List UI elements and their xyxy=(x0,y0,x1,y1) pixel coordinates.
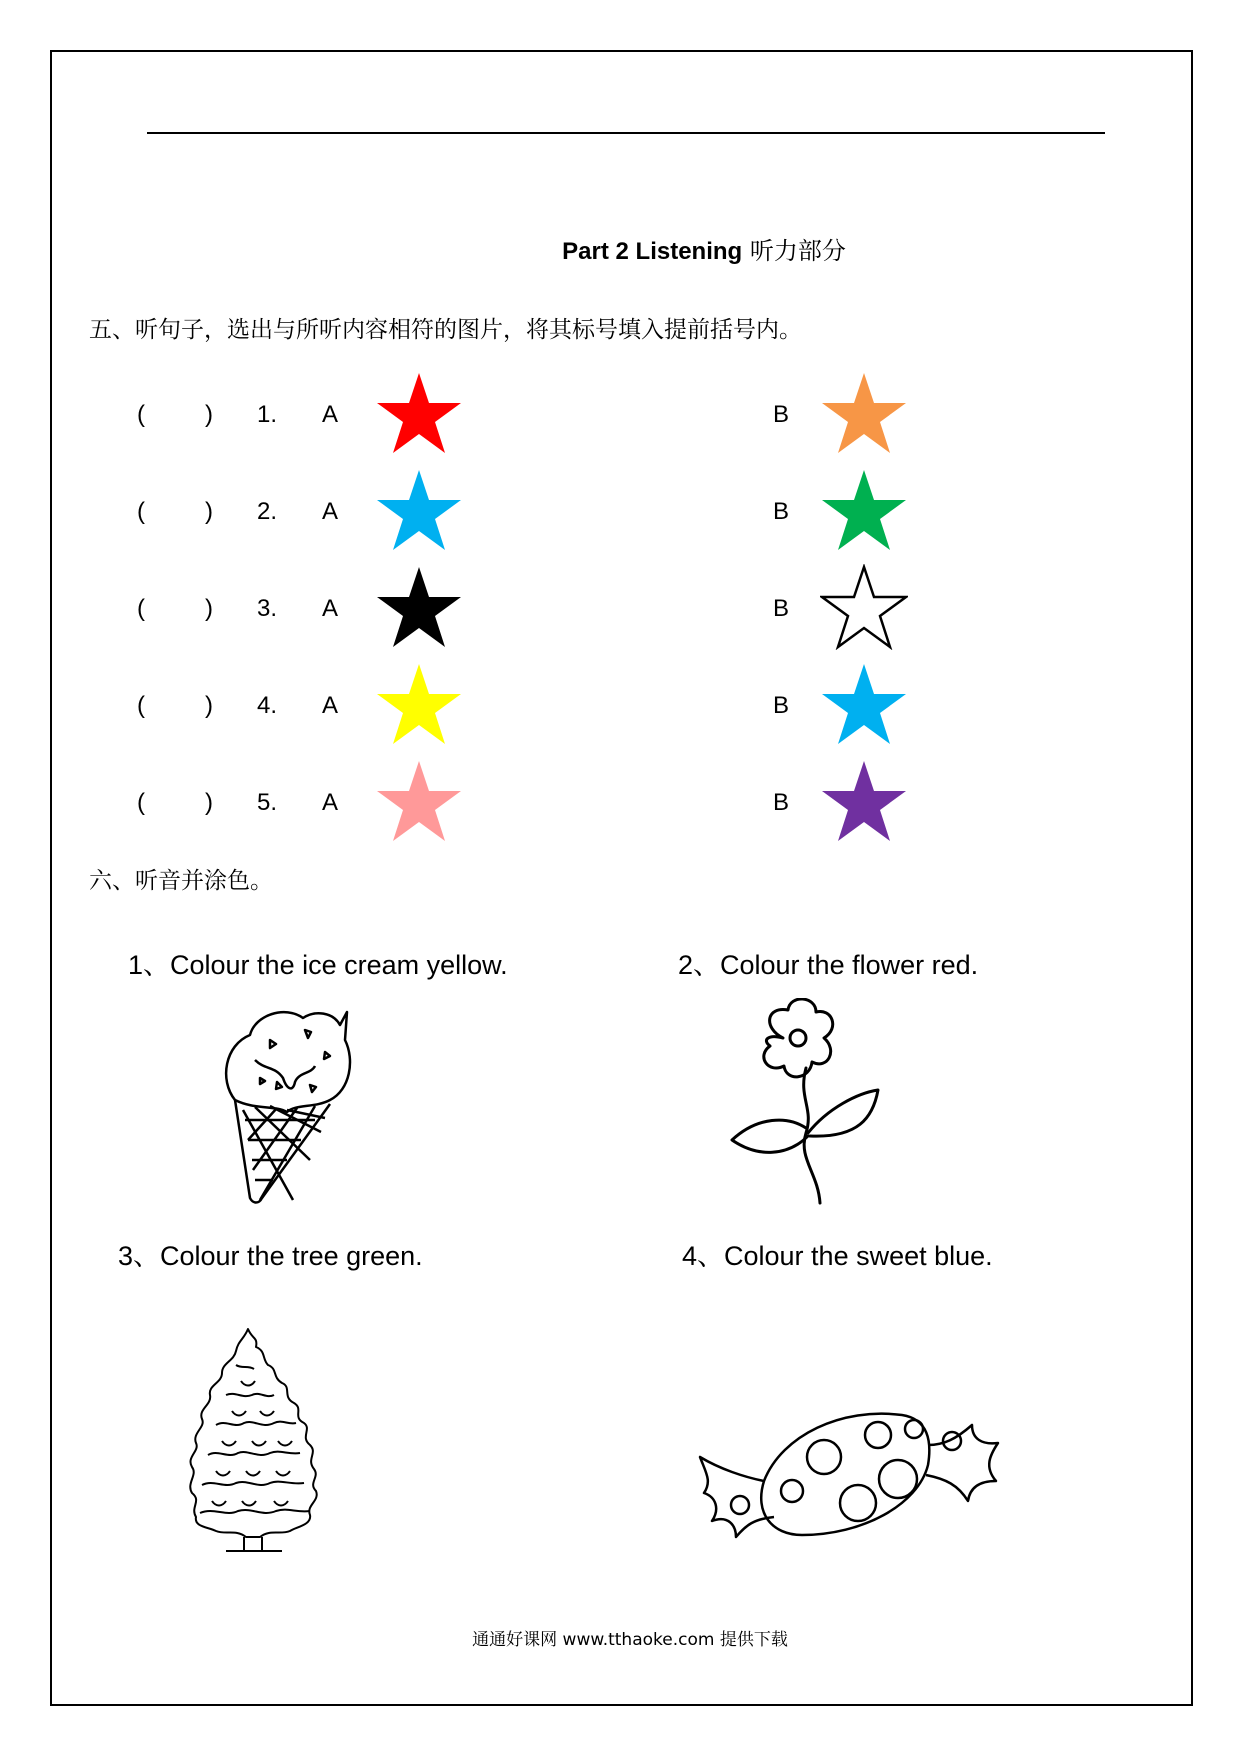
star-b-shape xyxy=(822,373,906,453)
section-5-heading: 五、听句子，选出与所听内容相符的图片，将其标号填入提前括号内。 xyxy=(89,317,802,343)
tree-icon xyxy=(186,1325,321,1555)
star-option-a-icon xyxy=(375,467,463,553)
question-number: 2. xyxy=(257,498,278,525)
task-ice-cream: 1、Colour the ice cream yellow. xyxy=(128,950,508,980)
star-option-b-icon xyxy=(820,370,908,456)
answer-paren-open: ( xyxy=(137,692,145,719)
part-title-cn: 听力部分 xyxy=(749,237,846,265)
star-option-a-icon xyxy=(375,758,463,844)
option-a-label: A xyxy=(322,595,339,622)
star-option-a-icon xyxy=(375,564,463,650)
option-a-label: A xyxy=(322,401,339,428)
task-flower: 2、Colour the flower red. xyxy=(678,950,979,980)
star-a-shape xyxy=(377,567,461,647)
question-number: 5. xyxy=(257,789,278,816)
star-option-a-icon xyxy=(375,661,463,747)
option-b-label: B xyxy=(773,692,790,719)
option-a-label: A xyxy=(322,498,339,525)
star-b-shape xyxy=(822,664,906,744)
star-b-shape xyxy=(822,761,906,841)
answer-paren-close: ) xyxy=(205,789,213,816)
option-b-label: B xyxy=(773,401,790,428)
answer-paren-close: ) xyxy=(205,692,213,719)
answer-blank[interactable] xyxy=(152,691,202,721)
star-option-b-icon xyxy=(820,564,908,650)
section-6-heading: 六、听音并涂色。 xyxy=(89,868,273,894)
star-option-a-icon xyxy=(375,370,463,456)
answer-paren-open: ( xyxy=(137,595,145,622)
question-number: 3. xyxy=(257,595,278,622)
name-underline xyxy=(147,132,1105,134)
question-number: 1. xyxy=(257,401,278,428)
flower-icon xyxy=(728,998,888,1208)
question-number: 4. xyxy=(257,692,278,719)
star-a-shape xyxy=(377,373,461,453)
ice-cream-icon xyxy=(215,1000,355,1210)
footer-credit: 通通好课网 www.tthaoke.com 提供下载 xyxy=(472,1630,788,1650)
answer-blank[interactable] xyxy=(152,594,202,624)
star-a-shape xyxy=(377,470,461,550)
answer-paren-open: ( xyxy=(137,401,145,428)
star-a-shape xyxy=(377,761,461,841)
star-option-b-icon xyxy=(820,758,908,844)
option-a-label: A xyxy=(322,789,339,816)
option-a-label: A xyxy=(322,692,339,719)
star-b-shape xyxy=(822,470,906,550)
answer-paren-close: ) xyxy=(205,498,213,525)
answer-paren-close: ) xyxy=(205,595,213,622)
part-title xyxy=(0,233,1240,270)
answer-paren-close: ) xyxy=(205,401,213,428)
answer-paren-open: ( xyxy=(137,789,145,816)
answer-blank[interactable] xyxy=(152,497,202,527)
task-sweet: 4、Colour the sweet blue. xyxy=(682,1241,993,1271)
star-a-shape xyxy=(377,664,461,744)
sweet-icon xyxy=(692,1385,1002,1565)
star-b-shape xyxy=(822,567,906,647)
answer-blank[interactable] xyxy=(152,788,202,818)
option-b-label: B xyxy=(773,595,790,622)
answer-paren-open: ( xyxy=(137,498,145,525)
star-option-b-icon xyxy=(820,661,908,747)
task-tree: 3、Colour the tree green. xyxy=(118,1241,423,1271)
option-b-label: B xyxy=(773,498,790,525)
answer-blank[interactable] xyxy=(152,400,202,430)
star-option-b-icon xyxy=(820,467,908,553)
option-b-label: B xyxy=(773,789,790,816)
part-title-en: Part 2 Listening xyxy=(562,238,743,265)
